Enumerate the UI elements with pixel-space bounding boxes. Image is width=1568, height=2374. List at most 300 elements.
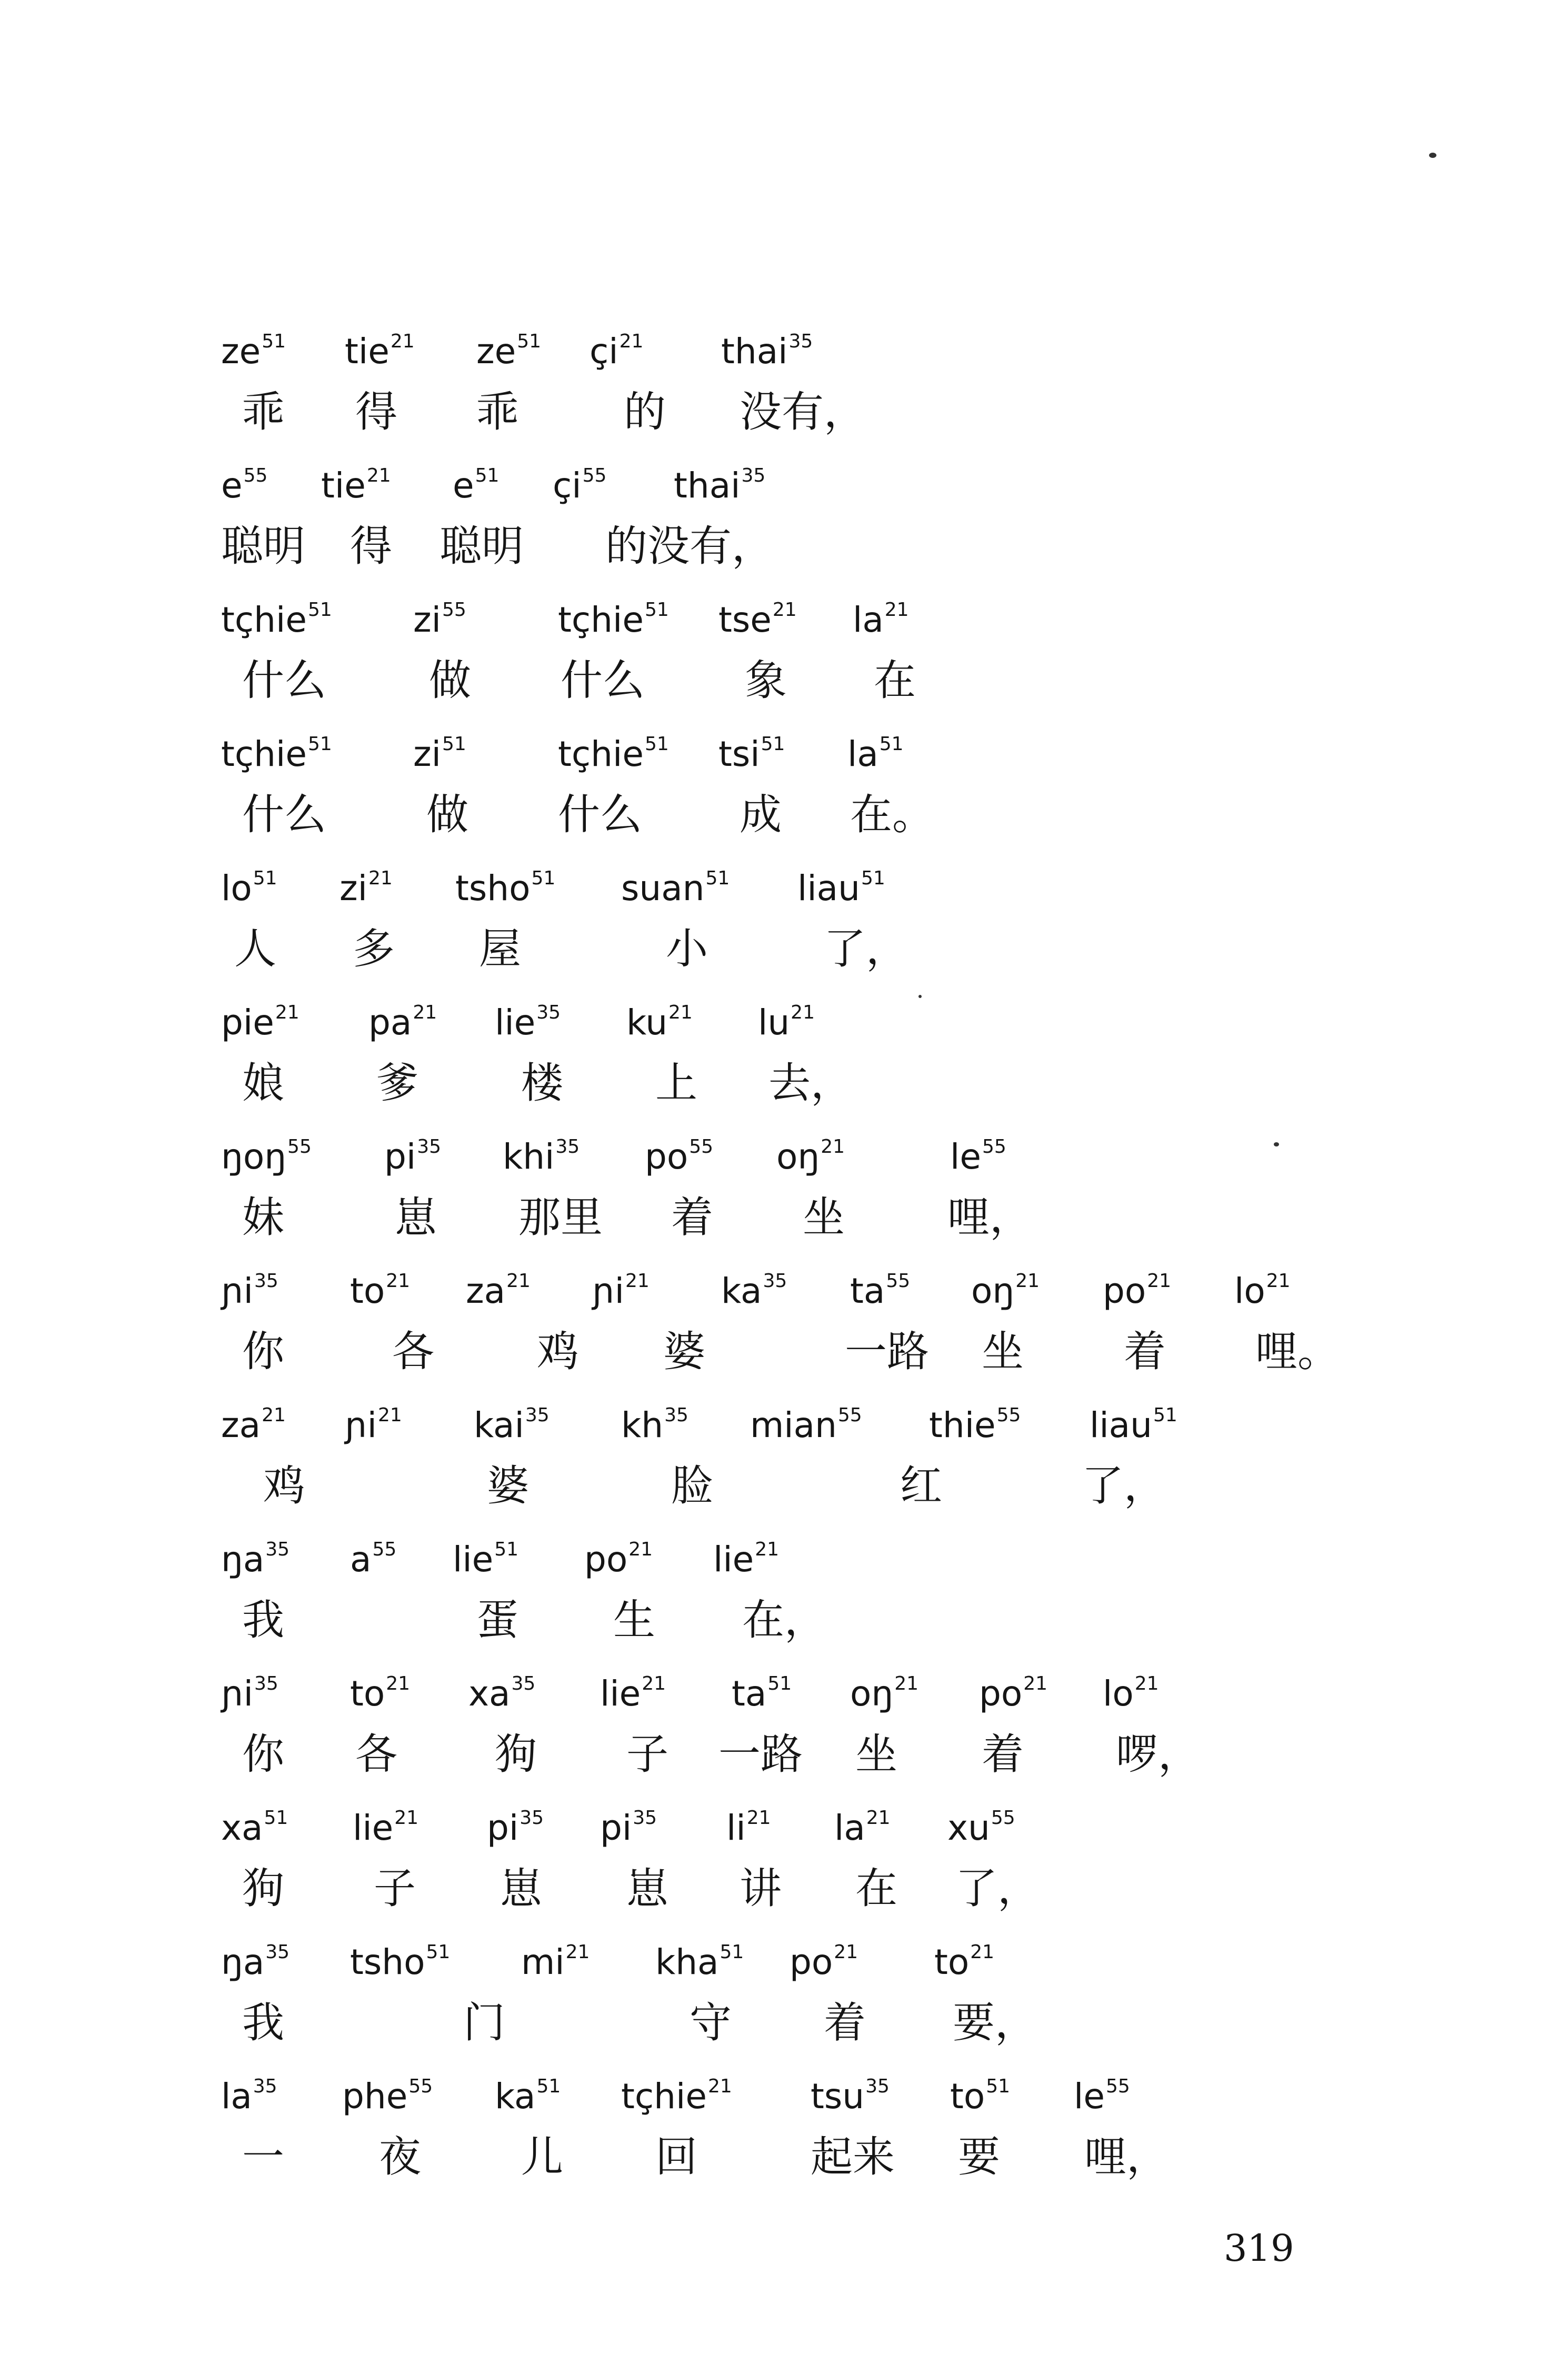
gloss-word: 了， — [955, 1864, 1040, 1913]
syllable — [476, 331, 542, 372]
tone-number: 35 — [741, 465, 766, 486]
tone-number: 21 — [1266, 1270, 1291, 1292]
tone-number: 21 — [772, 599, 797, 621]
gloss-word: 成 — [740, 790, 782, 839]
syllable-base: le — [1074, 2076, 1105, 2117]
syllable-base: ka — [721, 1271, 762, 1311]
gloss-word: 坐 — [855, 1730, 897, 1779]
syllable-base: po — [979, 1673, 1023, 1714]
syllable-base: po — [790, 1942, 833, 1982]
syllable-base: e — [453, 465, 474, 506]
gloss-word: 着 — [671, 1193, 713, 1242]
tone-number: 21 — [821, 1136, 845, 1158]
tone-number: 35 — [763, 1270, 787, 1292]
gloss-word: 聪明 — [440, 522, 524, 571]
gloss-word: 哩， — [947, 1193, 1032, 1242]
tone-number: 21 — [394, 1807, 419, 1829]
tone-number: 51 — [264, 1807, 288, 1829]
syllable — [474, 1404, 550, 1445]
gloss-word: 做 — [426, 790, 468, 839]
gloss-word: 什么 — [242, 656, 326, 705]
syllable-base: tsu — [811, 2076, 865, 2117]
tone-number: 35 — [511, 1673, 536, 1694]
gloss-word: 屋 — [479, 924, 521, 973]
syllable-base: kai — [474, 1405, 524, 1445]
syllable — [797, 867, 885, 909]
gloss-word: 着 — [982, 1730, 1024, 1779]
syllable-base: lie — [353, 1808, 394, 1848]
tone-number: 51 — [442, 733, 466, 755]
tone-number: 51 — [644, 733, 669, 755]
syllable-base: pi — [384, 1136, 416, 1177]
syllable — [655, 1941, 744, 1982]
syllable — [455, 867, 556, 909]
syllable-base: kh — [621, 1405, 664, 1445]
tone-number: 21 — [866, 1807, 891, 1829]
syllable-base: tçhie — [221, 600, 307, 640]
syllable — [645, 1136, 714, 1177]
tone-number: 35 — [788, 331, 813, 352]
syllable — [453, 465, 500, 506]
syllable-base: ka — [495, 2076, 536, 2117]
syllable-base: pie — [221, 1002, 274, 1043]
syllable — [221, 867, 277, 909]
syllable-base: lie — [453, 1539, 494, 1580]
gloss-word: 狗 — [242, 1864, 284, 1913]
syllable — [850, 1270, 911, 1311]
syllable-base: ze — [221, 331, 261, 372]
gloss-word: 什么 — [242, 790, 326, 839]
gloss-word: 夜 — [379, 2132, 421, 2181]
tone-number: 51 — [767, 1673, 792, 1694]
syllable-base: ku — [626, 1002, 668, 1043]
syllable — [979, 1673, 1048, 1714]
tone-number: 51 — [262, 331, 286, 352]
gloss-word: 上 — [655, 1059, 697, 1108]
syllable-base: oŋ — [850, 1673, 894, 1714]
syllable-base: suan — [621, 868, 705, 909]
tone-number: 21 — [746, 1807, 771, 1829]
tone-number: 21 — [1134, 1673, 1159, 1694]
gloss-word: 蛋 — [476, 1595, 518, 1644]
gloss-word: 在 — [855, 1864, 897, 1913]
syllable-base: to — [350, 1271, 385, 1311]
syllable — [834, 1807, 891, 1848]
syllable-base: ŋa — [221, 1539, 265, 1580]
syllable — [750, 1404, 862, 1445]
tone-number: 21 — [755, 1539, 780, 1560]
gloss-word: 人 — [234, 924, 276, 973]
tone-number: 21 — [791, 1002, 815, 1023]
syllable — [947, 1807, 1015, 1848]
syllable — [847, 733, 904, 774]
tone-number: 21 — [377, 1404, 402, 1426]
syllable — [950, 1136, 1006, 1177]
syllable — [1103, 1673, 1159, 1714]
gloss-word: 多 — [353, 924, 395, 973]
syllable — [413, 599, 466, 640]
syllable — [1074, 2076, 1130, 2117]
gloss-word: 在 — [874, 656, 916, 705]
tone-number: 21 — [970, 1941, 995, 1963]
syllable-base: la — [847, 734, 878, 774]
gloss-word: 我 — [242, 1998, 284, 2047]
gloss-word: 红 — [900, 1461, 942, 1510]
tone-number: 55 — [1105, 2076, 1130, 2097]
syllable — [221, 2076, 277, 2117]
syllable — [350, 1270, 411, 1311]
syllable — [221, 1539, 290, 1580]
gloss-word: 着 — [824, 1998, 866, 2047]
syllable — [487, 1807, 544, 1848]
syllable-base: po — [584, 1539, 628, 1580]
syllable — [221, 1404, 286, 1445]
gloss-word: 崽 — [500, 1864, 542, 1913]
tone-number: 51 — [720, 1941, 744, 1963]
syllable — [221, 1002, 299, 1043]
tone-number: 21 — [619, 331, 644, 352]
gloss-word: 守 — [690, 1998, 732, 2047]
syllable-base: to — [950, 2076, 985, 2117]
syllable — [345, 331, 415, 372]
syllable-base: ta — [732, 1673, 767, 1714]
tone-number: 21 — [834, 1941, 858, 1963]
gloss-word: 坐 — [803, 1193, 845, 1242]
syllable-base: phe — [342, 2076, 408, 2117]
syllable — [495, 1002, 561, 1043]
syllable — [811, 2076, 890, 2117]
gloss-word: 哩。 — [1255, 1327, 1340, 1376]
gloss-word: 你 — [242, 1730, 284, 1779]
syllable — [718, 599, 797, 640]
syllable-base: thai — [721, 331, 788, 372]
gloss-word: 脸 — [671, 1461, 713, 1510]
gloss-line — [0, 2127, 1568, 2211]
syllable — [221, 1941, 290, 1982]
syllable-base: ɲi — [221, 1271, 253, 1311]
syllable — [553, 465, 607, 506]
gloss-word: 鸡 — [263, 1461, 305, 1510]
gloss-word: 子 — [626, 1730, 668, 1779]
gloss-word: 没有， — [740, 387, 866, 436]
syllable-base: oŋ — [776, 1136, 820, 1177]
syllable-base: mian — [750, 1405, 837, 1445]
gloss-word: 婆 — [487, 1461, 529, 1510]
syllable — [726, 1807, 771, 1848]
syllable-base: po — [645, 1136, 688, 1177]
syllable-base: lo — [1103, 1673, 1134, 1714]
tone-number: 51 — [517, 331, 542, 352]
tone-number: 21 — [668, 1002, 693, 1023]
tone-number: 55 — [442, 599, 466, 621]
syllable — [221, 1807, 288, 1848]
syllable-base: lie — [495, 1002, 536, 1043]
syllable — [850, 1673, 919, 1714]
syllable — [413, 733, 466, 774]
tone-number: 51 — [307, 733, 332, 755]
syllable — [1090, 1404, 1177, 1445]
gloss-word: 一路 — [718, 1730, 803, 1779]
syllable-base: mi — [521, 1942, 565, 1982]
syllable — [350, 1941, 451, 1982]
tone-number: 21 — [1023, 1673, 1048, 1694]
syllable — [1234, 1270, 1291, 1311]
syllable — [621, 867, 730, 909]
gloss-word: 婆 — [663, 1327, 705, 1376]
syllable — [466, 1270, 531, 1311]
syllable-base: tsho — [350, 1942, 425, 1982]
syllable-base: tçhie — [221, 734, 307, 774]
syllable — [221, 1136, 312, 1177]
syllable-base: thie — [929, 1405, 996, 1445]
syllable — [584, 1539, 653, 1580]
gloss-word: 那里 — [518, 1193, 603, 1242]
syllable — [558, 733, 669, 774]
gloss-word: 崽 — [395, 1193, 437, 1242]
syllable — [345, 1404, 402, 1445]
syllable — [721, 331, 813, 372]
gloss-word: 坐 — [982, 1327, 1024, 1376]
tone-number: 51 — [253, 867, 277, 889]
tone-number: 35 — [555, 1136, 580, 1158]
syllable — [732, 1673, 792, 1714]
syllable-base: pi — [600, 1808, 632, 1848]
tone-number: 51 — [475, 465, 500, 486]
gloss-word: 去， — [768, 1059, 853, 1108]
syllable-base: zi — [339, 868, 367, 909]
tone-number: 35 — [664, 1404, 688, 1426]
syllable — [950, 2076, 1011, 2117]
syllable — [558, 599, 669, 640]
syllable — [718, 733, 785, 774]
syllable-base: çi — [590, 331, 618, 372]
tone-number: 21 — [894, 1673, 919, 1694]
tone-number: 55 — [996, 1404, 1021, 1426]
tone-number: 51 — [986, 2076, 1011, 2097]
gloss-word: 什么 — [561, 656, 645, 705]
tone-number: 51 — [644, 599, 669, 621]
tone-number: 21 — [884, 599, 909, 621]
gloss-word: 做 — [429, 656, 471, 705]
tone-number: 21 — [275, 1002, 299, 1023]
gloss-word: 一 — [242, 2132, 284, 2181]
syllable — [721, 1270, 787, 1311]
syllable — [221, 1673, 278, 1714]
syllable — [621, 2076, 732, 2117]
gloss-word: 楼 — [521, 1059, 563, 1108]
syllable — [321, 465, 391, 506]
syllable — [853, 599, 909, 640]
gloss-word: 的 — [624, 387, 666, 436]
tone-number: 35 — [265, 1539, 290, 1560]
syllable — [350, 1673, 411, 1714]
tone-number: 55 — [689, 1136, 714, 1158]
syllable — [600, 1673, 666, 1714]
gloss-word: 起来 — [811, 2132, 895, 2181]
syllable-base: ɲi — [592, 1271, 624, 1311]
tone-number: 21 — [386, 1270, 411, 1292]
page-number: 319 — [1224, 2227, 1294, 2270]
syllable-base: liau — [797, 868, 860, 909]
gloss-word: 了， — [1082, 1461, 1166, 1510]
syllable-base: lo — [1234, 1271, 1265, 1311]
gloss-word: 各 — [355, 1730, 397, 1779]
syllable-base: zi — [413, 600, 441, 640]
gloss-word: 聪明 — [221, 522, 305, 571]
tone-number: 35 — [254, 1270, 278, 1292]
gloss-word: 要， — [953, 1998, 1037, 2047]
tone-number: 51 — [536, 2076, 561, 2097]
tone-number: 21 — [1015, 1270, 1040, 1292]
syllable-base: liau — [1090, 1405, 1152, 1445]
syllable — [592, 1270, 650, 1311]
gloss-word: 儿 — [521, 2132, 563, 2181]
syllable-base: tçhie — [621, 2076, 707, 2117]
gloss-word: 生 — [613, 1595, 655, 1644]
tone-number: 55 — [982, 1136, 1006, 1158]
tone-number: 35 — [417, 1136, 442, 1158]
syllable-base: oŋ — [971, 1271, 1015, 1311]
syllable-base: tie — [321, 465, 366, 506]
tone-number: 51 — [494, 1539, 519, 1560]
syllable-base: ta — [850, 1271, 885, 1311]
tone-number: 35 — [253, 2076, 277, 2097]
syllable — [934, 1941, 995, 1982]
syllable-base: lie — [713, 1539, 754, 1580]
syllable — [221, 1270, 278, 1311]
syllable — [468, 1673, 536, 1714]
syllable-base: le — [950, 1136, 981, 1177]
tone-number: 21 — [642, 1673, 666, 1694]
gloss-word: 妹 — [242, 1193, 284, 1242]
tone-number: 35 — [520, 1807, 544, 1829]
syllable-base: xu — [947, 1808, 990, 1848]
syllable — [600, 1807, 657, 1848]
gloss-word: 狗 — [495, 1730, 537, 1779]
syllable — [929, 1404, 1021, 1445]
syllable — [353, 1807, 419, 1848]
syllable-base: tçhie — [558, 600, 644, 640]
tone-number: 21 — [506, 1270, 531, 1292]
gloss-word: 回 — [655, 2132, 697, 2181]
tone-number: 21 — [413, 1002, 437, 1023]
syllable — [521, 1941, 590, 1982]
gloss-word: 娘 — [242, 1059, 284, 1108]
tone-number: 21 — [1147, 1270, 1172, 1292]
gloss-word: 鸡 — [537, 1327, 579, 1376]
syllable-base: pa — [368, 1002, 412, 1043]
syllable — [221, 465, 268, 506]
tone-number: 35 — [265, 1941, 290, 1963]
syllable-base: khi — [503, 1136, 555, 1177]
syllable-base: la — [853, 600, 884, 640]
tone-number: 35 — [633, 1807, 657, 1829]
tone-number: 21 — [368, 867, 393, 889]
syllable — [1103, 1270, 1172, 1311]
gloss-word: 在。 — [850, 790, 934, 839]
gloss-word: 没有， — [647, 522, 774, 571]
syllable-base: xa — [221, 1808, 263, 1848]
syllable-base: ɲi — [221, 1673, 253, 1714]
gloss-word: 啰， — [1116, 1730, 1200, 1779]
syllable — [339, 867, 393, 909]
syllable — [790, 1941, 858, 1982]
gloss-word: 你 — [242, 1327, 284, 1376]
tone-number: 21 — [262, 1404, 286, 1426]
syllable — [621, 1404, 688, 1445]
gloss-word: 哩， — [1084, 2132, 1168, 2181]
gloss-word: 的 — [605, 522, 647, 571]
syllable — [368, 1002, 437, 1043]
gloss-word: 各 — [392, 1327, 434, 1376]
syllable — [776, 1136, 845, 1177]
syllable — [674, 465, 766, 506]
syllable-base: to — [934, 1942, 970, 1982]
ink-speck — [1429, 153, 1436, 158]
syllable-base: tçhie — [558, 734, 644, 774]
ink-speck — [1274, 1142, 1279, 1146]
tone-number: 55 — [582, 465, 607, 486]
gloss-word: 一路 — [845, 1327, 929, 1376]
gloss-word: 我 — [242, 1595, 284, 1644]
syllable-base: tsi — [718, 734, 760, 774]
syllable-base: çi — [553, 465, 582, 506]
gloss-word: 象 — [745, 656, 787, 705]
gloss-word: 小 — [666, 924, 708, 973]
tone-number: 51 — [531, 867, 556, 889]
gloss-word: 什么 — [558, 790, 642, 839]
syllable-base: e — [221, 465, 243, 506]
syllable — [495, 2076, 561, 2117]
tone-number: 21 — [565, 1941, 590, 1963]
tone-number: 51 — [879, 733, 904, 755]
syllable-base: po — [1103, 1271, 1146, 1311]
gloss-word: 了， — [824, 924, 908, 973]
gloss-word: 崽 — [626, 1864, 668, 1913]
syllable — [221, 733, 332, 774]
ink-speck — [918, 995, 922, 998]
gloss-word: 在， — [742, 1595, 826, 1644]
tone-number: 51 — [307, 599, 332, 621]
syllable — [713, 1539, 780, 1580]
syllable-base: la — [221, 2076, 252, 2117]
tone-number: 51 — [861, 867, 885, 889]
syllable-base: za — [221, 1405, 261, 1445]
tone-number: 55 — [408, 2076, 433, 2097]
gloss-word: 得 — [355, 387, 397, 436]
syllable-base: la — [834, 1808, 865, 1848]
syllable — [350, 1539, 397, 1580]
tone-number: 51 — [426, 1941, 451, 1963]
tone-number: 21 — [707, 2076, 732, 2097]
syllable-base: zi — [413, 734, 441, 774]
syllable-base: lie — [600, 1673, 641, 1714]
gloss-word: 着 — [1124, 1327, 1166, 1376]
tone-number: 51 — [761, 733, 785, 755]
gloss-word: 子 — [374, 1864, 416, 1913]
tone-number: 55 — [991, 1807, 1015, 1829]
syllable-base: ŋoŋ — [221, 1136, 287, 1177]
syllable-base: za — [466, 1271, 506, 1311]
tone-number: 35 — [525, 1404, 550, 1426]
syllable-base: xa — [468, 1673, 511, 1714]
syllable — [626, 1002, 693, 1043]
syllable-base: li — [726, 1808, 746, 1848]
syllable — [758, 1002, 815, 1043]
syllable — [971, 1270, 1040, 1311]
syllable — [384, 1136, 442, 1177]
tone-number: 35 — [254, 1673, 278, 1694]
